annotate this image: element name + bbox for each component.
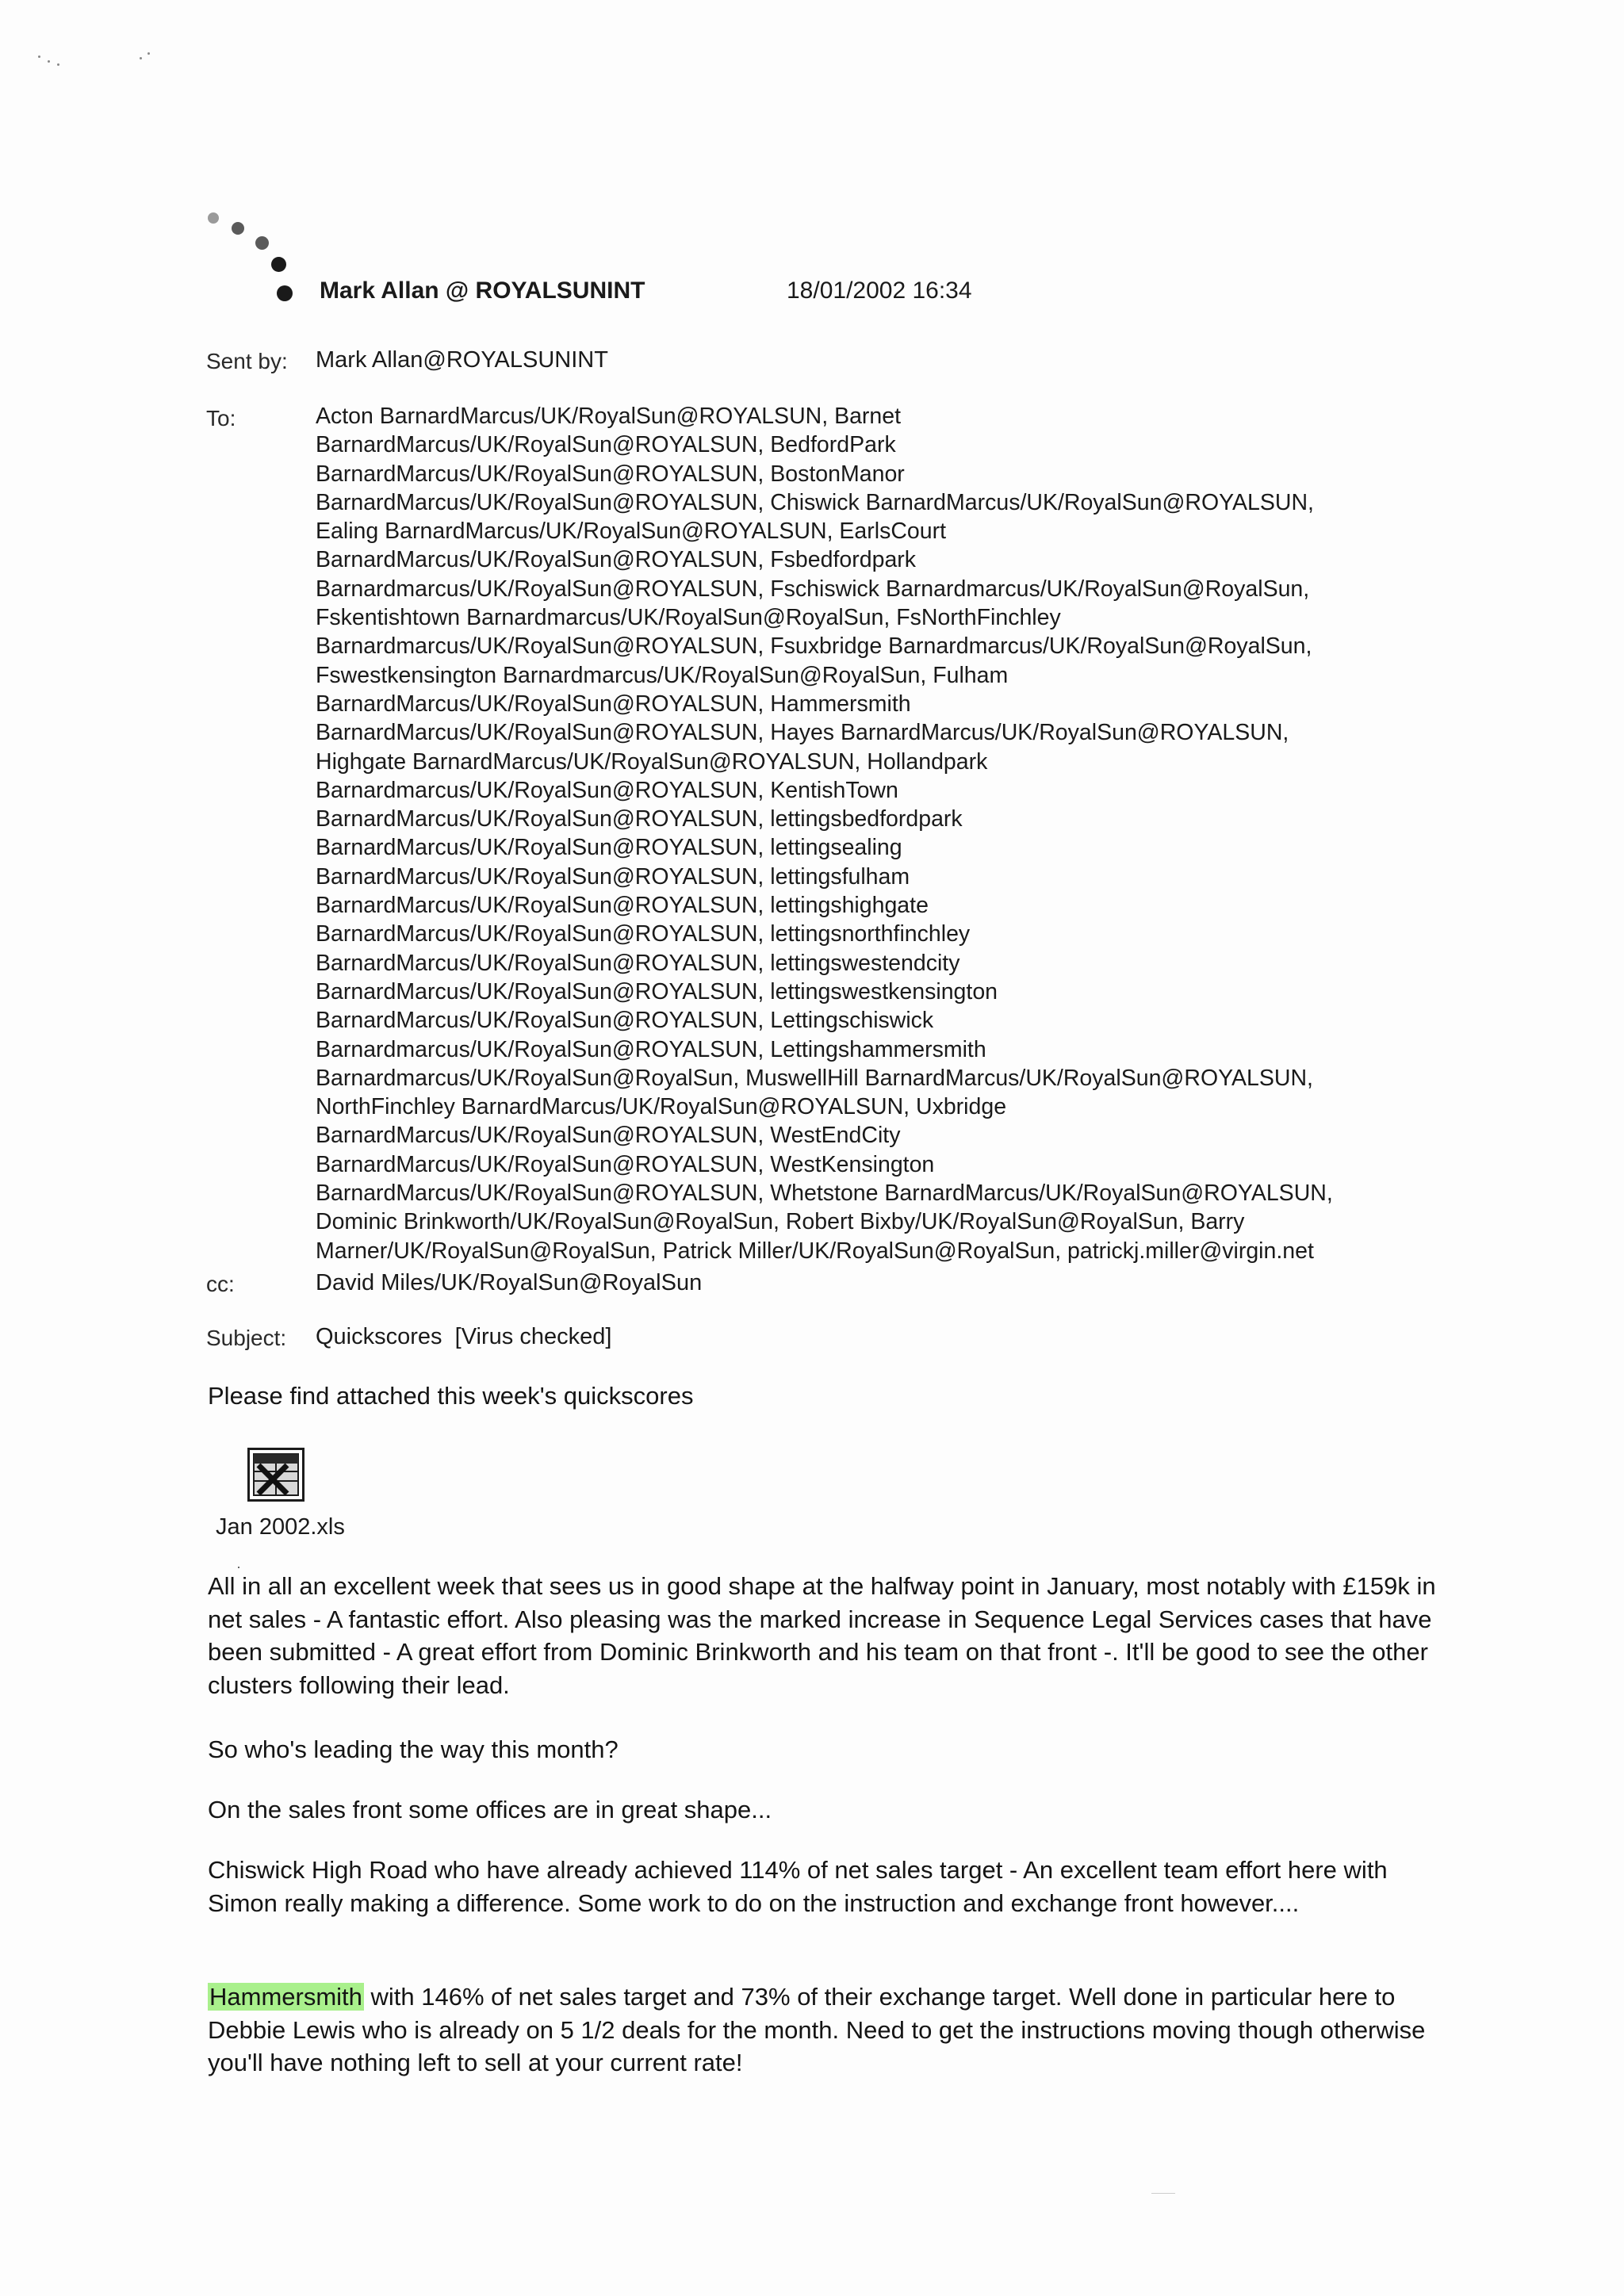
paragraph-hammersmith-text: with 146% of net sales target and 73% of their exchange target. Well done in particular here to Debbie Lewis who is already on 5 1/2 deals for the month. Need to get the instructions moving though otherwise you'll have nothing left to sell at your current rate!	[208, 1983, 1426, 2076]
recipient-line: Highgate BarnardMarcus/UK/RoyalSun@ROYALSUN, Hollandpark	[316, 748, 988, 775]
scan-speck	[147, 52, 150, 55]
recipient-line: Dominic Brinkworth/UK/RoyalSun@RoyalSun, Robert Bixby/UK/RoyalSun@RoyalSun, Barry	[316, 1209, 1245, 1235]
recipient-line: Barnardmarcus/UK/RoyalSun@RoyalSun, MuswellHill BarnardMarcus/UK/RoyalSun@ROYALSUN,	[316, 1065, 1313, 1091]
recipient-line: Fswestkensington Barnardmarcus/UK/RoyalSun@RoyalSun, Fulham	[316, 662, 1009, 688]
scan-speck	[238, 1567, 239, 1568]
recipient-line: NorthFinchley BarnardMarcus/UK/RoyalSun@ROYALSUN, Uxbridge	[316, 1094, 1007, 1120]
sent-date: 18/01/2002 16:34	[787, 277, 972, 304]
attachment-filename[interactable]: Jan 2002.xls	[216, 1514, 345, 1540]
recipient-line: BarnardMarcus/UK/RoyalSun@ROYALSUN, BostonManor	[316, 461, 905, 487]
recipient-list	[316, 402, 1442, 1265]
paragraph-summary: All in all an excellent week that sees us in good shape at the halfway point in January, most notably with £159k in net sales - A fantastic effort. Also pleasing was the marked increase in Sequence Legal Services cases that have been submitted - A great effort from Dominic Brinkworth and his team on that front -. It'll be good to see the other clusters following their lead.	[208, 1572, 1436, 1699]
sent-by-label: Sent by:	[206, 349, 288, 373]
subject-label: Subject:	[206, 1326, 287, 1350]
scan-speck	[140, 57, 142, 59]
cc-label: cc:	[206, 1272, 235, 1296]
paragraph-sales-front: On the sales front some offices are in great shape...	[208, 1796, 772, 1823]
recipient-line: BarnardMarcus/UK/RoyalSun@ROYALSUN, lettingsbedfordpark	[316, 806, 963, 832]
recipient-line: Acton BarnardMarcus/UK/RoyalSun@ROYALSUN, Barnet	[316, 404, 902, 429]
scan-speck	[1151, 2193, 1175, 2194]
to-label: To:	[206, 406, 236, 430]
recipient-line: BarnardMarcus/UK/RoyalSun@ROYALSUN, WestKensington	[316, 1151, 935, 1177]
scan-speck	[38, 55, 40, 58]
recipient-line: BarnardMarcus/UK/RoyalSun@ROYALSUN, lettingshighgate	[316, 893, 929, 919]
recipient-line: BarnardMarcus/UK/RoyalSun@ROYALSUN, Hammersmith	[316, 691, 911, 717]
scan-speck	[48, 60, 50, 63]
recipient-line: Barnardmarcus/UK/RoyalSun@ROYALSUN, Fsuxbridge Barnardmarcus/UK/RoyalSun@RoyalSun,	[316, 633, 1312, 660]
recipient-line: BarnardMarcus/UK/RoyalSun@ROYALSUN, Chiswick BarnardMarcus/UK/RoyalSun@ROYALSUN,	[316, 489, 1314, 515]
recipient-line: Barnardmarcus/UK/RoyalSun@ROYALSUN, Lettingshammersmith	[316, 1036, 986, 1062]
recipient-line: BarnardMarcus/UK/RoyalSun@ROYALSUN, BedfordPark	[316, 432, 896, 458]
excel-file-icon[interactable]	[247, 1448, 304, 1502]
recipient-line: BarnardMarcus/UK/RoyalSun@ROYALSUN, lettingswestkensington	[316, 978, 998, 1004]
recipient-line: BarnardMarcus/UK/RoyalSun@ROYALSUN, lettingsfulham	[316, 863, 910, 890]
scan-speck	[57, 63, 59, 66]
paragraph-question: So who's leading the way this month?	[208, 1735, 619, 1763]
recipient-line: Ealing BarnardMarcus/UK/RoyalSun@ROYALSUN, EarlsCourt	[316, 519, 947, 545]
intro-paragraph: Please find attached this week's quickscores	[208, 1382, 694, 1410]
recipient-line: BarnardMarcus/UK/RoyalSun@ROYALSUN, lettingswestendcity	[316, 950, 960, 976]
recipient-line: BarnardMarcus/UK/RoyalSun@ROYALSUN, Whetstone BarnardMarcus/UK/RoyalSun@ROYALSUN,	[316, 1181, 1333, 1207]
recipient-line: BarnardMarcus/UK/RoyalSun@ROYALSUN, lettingsealing	[316, 835, 902, 861]
recipient-line: Barnardmarcus/UK/RoyalSun@ROYALSUN, KentishTown	[316, 777, 898, 803]
paragraph-hammersmith	[208, 1980, 1445, 2080]
recipient-line: Fskentishtown Barnardmarcus/UK/RoyalSun@RoyalSun, FsNorthFinchley	[316, 605, 1061, 631]
sent-by-value: Mark Allan@ROYALSUNINT	[316, 347, 608, 373]
recipient-line: Marner/UK/RoyalSun@RoyalSun, Patrick Miller/UK/RoyalSun@RoyalSun, patrickj.miller@virgin.net	[316, 1238, 1314, 1264]
recipient-line: BarnardMarcus/UK/RoyalSun@ROYALSUN, Fsbedfordpark	[316, 547, 917, 573]
cc-value: David Miles/UK/RoyalSun@RoyalSun	[316, 1270, 703, 1295]
recipient-line: Barnardmarcus/UK/RoyalSun@ROYALSUN, Fschiswick Barnardmarcus/UK/RoyalSun@RoyalSun,	[316, 576, 1310, 602]
recipient-line: BarnardMarcus/UK/RoyalSun@ROYALSUN, lettingsnorthfinchley	[316, 921, 971, 947]
recipient-line: BarnardMarcus/UK/RoyalSun@ROYALSUN, WestEndCity	[316, 1123, 901, 1149]
recipient-line: BarnardMarcus/UK/RoyalSun@ROYALSUN, Lettingschiswick	[316, 1008, 934, 1034]
subject-value: Quickscores [Virus checked]	[316, 1324, 612, 1349]
sender-name: Mark Allan @ ROYALSUNINT	[320, 277, 645, 304]
recipient-line: BarnardMarcus/UK/RoyalSun@ROYALSUN, Hayes BarnardMarcus/UK/RoyalSun@ROYALSUN,	[316, 720, 1289, 746]
highlighted-office-name: Hammersmith	[209, 1983, 362, 2011]
paragraph-chiswick: Chiswick High Road who have already achieved 114% of net sales target - An excellent team effort here with Simon really making a difference. Some work to do on the instruction and exchange front however....	[208, 1856, 1388, 1917]
